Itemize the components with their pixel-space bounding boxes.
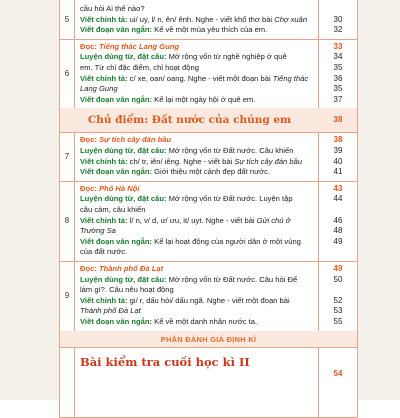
lesson-line: [80, 52, 315, 62]
theme-heading: Chủ điểm: Đất nước của chúng em: [87, 114, 292, 127]
row-divider: [60, 347, 357, 348]
page-number: 37: [333, 94, 343, 104]
activity-label: Luyện dùng từ, đặt câu:: [80, 146, 167, 155]
activity-text: Sự tích cây đàn bầu: [234, 156, 303, 166]
page-number: 38: [333, 135, 343, 145]
page-number: 41: [333, 167, 343, 177]
activity-text: l/ n, v/ d, ư/ ưu, it/ uyt. Nghe - viết bài: [127, 215, 257, 225]
lesson-line: [80, 74, 315, 84]
activity-label: Viết đoạn văn ngắn:: [80, 25, 153, 35]
lesson-number: 8: [64, 215, 70, 225]
lesson-line: [80, 84, 315, 94]
activity-label: Luyện dùng từ, đặt câu:: [80, 52, 167, 62]
row-divider: [60, 181, 357, 182]
activity-text: Trường Sa: [80, 226, 116, 236]
activity-label: Đọc:: [80, 135, 99, 145]
activity-text: ui/ uy, l/ n, ên/ ênh. Nghe - viết khổ thơ bài: [127, 14, 275, 24]
activity-label: Viết đoạn văn ngắn:: [80, 167, 153, 177]
activity-label: Viết chính tả:: [80, 73, 128, 83]
row-divider: [60, 132, 357, 133]
activity-text: Kể lại hoạt động của người dân ở một vùng: [152, 236, 301, 246]
activity-label: Đọc:: [80, 183, 99, 193]
activity-text: câu cảm, câu khiến: [80, 205, 146, 214]
activity-text: Kể lại một ngày hội ở quê em.: [152, 94, 256, 104]
activity-text: Tiếng thác: [272, 73, 309, 83]
lesson-line: [80, 275, 315, 285]
activity-text: c/ xe, oan/ oang. Nghe - viết một đoạn bài: [127, 73, 273, 83]
page-number: 55: [333, 317, 343, 326]
assessment-heading: PHẦN ĐÁNH GIÁ ĐỊNH KÌ: [160, 334, 257, 344]
theme-heading-page: 38: [333, 115, 343, 125]
activity-text: Chợ xuân: [274, 14, 308, 24]
activity-label: Viết đoạn văn ngắn:: [80, 94, 153, 104]
page-number: 44: [333, 194, 343, 204]
activity-label: Thành phố Đà Lạt: [98, 264, 164, 273]
table-of-contents: [59, 0, 358, 418]
activity-text: của đất nước.: [80, 247, 128, 257]
activity-text: Mở rộng vốn từ Đất nước. Câu khiến: [166, 146, 294, 155]
activity-label: Viết chính tả:: [80, 295, 128, 305]
activity-label: Luyện dùng từ, đặt câu:: [80, 194, 167, 204]
activity-text: em. Từ chỉ đặc điểm, chỉ hoạt động: [80, 63, 199, 72]
lesson-line: [80, 226, 315, 236]
page-number: 35: [333, 84, 343, 94]
activity-text: cầu hỏi Ai thế nào?: [80, 4, 145, 13]
activity-label: Viết đoạn văn ngắn:: [80, 317, 153, 326]
lesson-line: [80, 216, 315, 226]
lesson-line: [80, 4, 315, 14]
page-number: 32: [333, 25, 343, 35]
page-number: 40: [333, 156, 343, 166]
activity-text: Gửi chú ở: [256, 215, 291, 225]
lesson-number: 5: [64, 14, 70, 24]
activity-label: Sự tích cây đàn bầu: [98, 135, 172, 145]
activity-text: Giới thiệu một cảnh đẹp đất nước.: [152, 167, 271, 177]
page-number: 50: [333, 274, 343, 284]
activity-label: Luyện dùng từ, đặt câu:: [80, 274, 167, 284]
activity-text: làm gì?. Câu nêu hoạt động: [80, 285, 174, 295]
page-number: 30: [333, 14, 343, 24]
activity-label: Viết chính tả:: [80, 14, 128, 24]
lesson-line: [80, 146, 315, 156]
lesson-number: 9: [64, 290, 70, 300]
final-test-title: Bài kiểm tra cuối học kì II: [80, 354, 250, 369]
lesson-line: [80, 167, 315, 177]
page-number: 33: [333, 41, 343, 51]
page-number: 36: [333, 73, 343, 83]
activity-label: Đọc:: [80, 264, 99, 273]
lesson-line: [80, 184, 315, 194]
activity-label: Viết chính tả:: [80, 215, 128, 225]
lesson-line: [80, 317, 315, 327]
activity-label: Viết đoạn văn ngắn:: [80, 236, 153, 246]
lesson-line: [80, 25, 315, 35]
lesson-line: [80, 95, 315, 105]
activity-text: Lang Gung: [80, 84, 118, 94]
page-number: 35: [333, 63, 343, 72]
page-number: 39: [333, 146, 343, 155]
lesson-line: [80, 157, 315, 167]
lesson-line: [80, 264, 315, 274]
page-number: 48: [333, 226, 343, 236]
page-number: 34: [333, 52, 343, 62]
lesson-number: 6: [64, 68, 70, 78]
activity-text: Thành phố Đà Lạt: [80, 306, 141, 316]
row-divider: [60, 261, 357, 262]
final-test-page: 54: [333, 368, 343, 378]
activity-text: ch/ tr, iên/ iêng. Nghe - viết bài: [127, 156, 235, 166]
lesson-line: [80, 15, 315, 25]
lesson-line: [80, 296, 315, 306]
activity-text: Kể về một mùa yêu thích của em.: [152, 25, 268, 35]
page-number: 46: [333, 215, 343, 225]
lesson-line: [80, 63, 315, 73]
lesson-line: [80, 205, 315, 215]
lesson-line: [80, 306, 315, 316]
page-number: 49: [333, 264, 343, 273]
page-number: 49: [333, 236, 343, 246]
activity-label: Tiếng thác Lang Gung: [98, 41, 180, 51]
lesson-number: 7: [64, 151, 70, 161]
activity-text: Mở rộng vốn từ Đất nước. Luyện tập: [166, 194, 293, 204]
lesson-line: [80, 194, 315, 204]
activity-label: Đọc:: [80, 41, 99, 51]
page-number: 43: [333, 183, 343, 193]
lesson-line: [80, 247, 315, 257]
lesson-line: [80, 135, 315, 145]
activity-text: Kể về một danh nhân nước ta.: [152, 317, 258, 326]
row-divider: [60, 39, 357, 40]
activity-text: gi/ r, dấu hỏi/ dấu ngã. Nghe - viết một đoạn bài: [127, 295, 290, 305]
activity-text: Mở rộng vốn từ nghề nghiệp ở quê: [166, 52, 287, 62]
activity-label: Phố Hà Nội: [98, 183, 140, 193]
activity-label: Viết chính tả:: [80, 156, 128, 166]
activity-text: Mở rộng vốn từ Đất nước. Câu hỏi Để: [166, 274, 298, 284]
column-divider-number: [74, 0, 75, 417]
lesson-line: [80, 237, 315, 247]
page-number: 52: [333, 295, 343, 305]
lesson-line: [80, 285, 315, 295]
lesson-line: [80, 42, 315, 52]
page-number: 53: [333, 306, 343, 316]
